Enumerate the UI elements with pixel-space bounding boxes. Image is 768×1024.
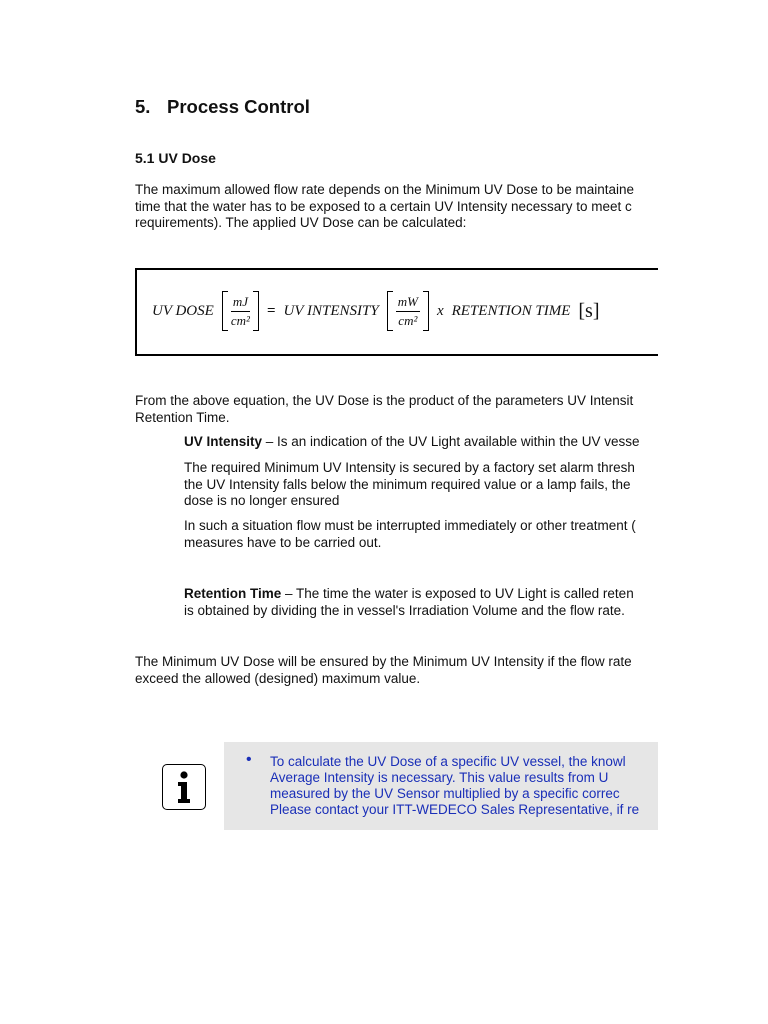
retention-line [184,586,634,603]
paragraph-line: measures have to be carried out. [184,534,382,550]
paragraph-line: Retention Time. [135,409,230,425]
formula-lhs: UV DOSE [152,302,214,319]
paragraph-line: The Minimum UV Dose will be ensured by the Minimum UV Intensity if the flow rate [135,654,632,669]
intro-line: time that the water has to be exposed to a certain UV Intensity necessary to meet c [135,198,632,214]
paragraph-line: the UV Intensity falls below the minimum required value or a lamp fails, the [184,476,631,492]
info-glyph [174,770,194,804]
intro-paragraph [135,182,634,232]
formula-term2-unit: [s] [578,299,600,322]
alarm-paragraph [184,460,635,510]
retention-definition [184,586,634,619]
info-icon [162,764,206,810]
lhs-unit-numerator: mJ [231,294,250,312]
formula-equals: = [266,302,276,319]
chapter-title: Process Control [167,96,310,117]
chapter-number: 5. [135,96,151,117]
paragraph-line: dose is no longer ensured [184,493,340,508]
retention-line: is obtained by dividing the in vessel's Irradiation Volume and the flow rate. [184,602,625,618]
formula-times: x [436,302,444,319]
right-bracket [423,291,429,331]
left-bracket [387,291,393,331]
retention-term: Retention Time [184,586,282,601]
paragraph-line: exceed the allowed (designed) maximum value. [135,670,421,686]
right-bracket [253,291,259,331]
intro-line: requirements). The applied UV Dose can be calculated: [135,215,467,230]
left-bracket [222,291,228,331]
info-line: To calculate the UV Dose of a specific UV vessel, the knowl [270,754,626,769]
info-line: measured by the UV Sensor multiplied by a specific correc [270,786,620,801]
info-line: Please contact your ITT-WEDECO Sales Representative, if re [270,802,640,817]
interrupt-paragraph [184,518,636,551]
lhs-unit-denominator: cm² [230,312,250,328]
after-formula-paragraph [135,393,633,426]
info-note-text [270,754,639,818]
info-line: Average Intensity is necessary. This value results from U [270,770,609,785]
lhs-unit [222,291,259,331]
minimum-dose-paragraph [135,654,632,687]
paragraph-line: From the above equation, the UV Dose is the product of the parameters UV Intensit [135,393,634,408]
uv-intensity-definition [184,434,639,451]
term1-unit-numerator: mW [396,294,420,312]
retention-text: – The time the water is exposed to UV Light is called reten [281,586,634,601]
chapter-heading [135,96,310,118]
paragraph-line: The required Minimum UV Intensity is secured by a factory set alarm thresh [184,460,635,475]
section-title: 5.1 UV Dose [135,150,216,166]
paragraph-line: In such a situation flow must be interrupted immediately or other treatment ( [184,518,636,533]
formula-term2: RETENTION TIME [451,302,571,319]
formula-term1: UV INTENSITY [283,302,379,319]
intro-line: The maximum allowed flow rate depends on the Minimum UV Dose to be maintaine [135,182,634,197]
uv-dose-formula [152,288,599,334]
uv-intensity-text: – Is an indication of the UV Light available within the UV vesse [262,434,640,449]
term1-unit-denominator: cm² [398,312,418,328]
uv-intensity-term: UV Intensity [184,434,263,449]
term1-unit [387,291,429,331]
info-bullet: • [246,751,252,768]
